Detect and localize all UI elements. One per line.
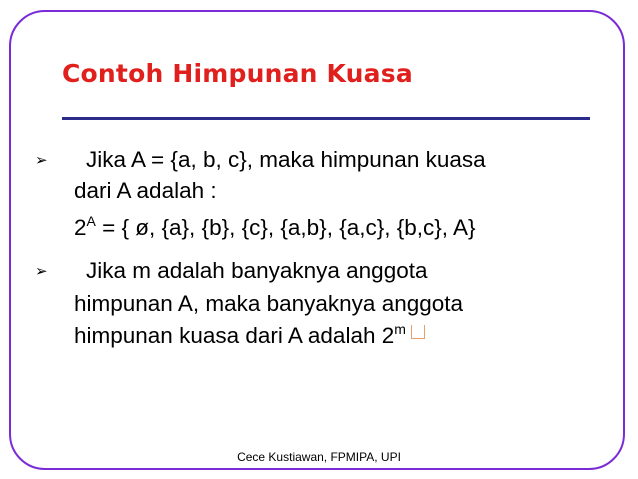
bullet-arrow-icon: ➢ <box>35 263 48 280</box>
bullet-2-line-3 <box>74 321 425 348</box>
power-set-exponent: A <box>86 213 96 229</box>
slide-footer: Cece Kustiawan, FPMIPA, UPI <box>237 450 401 464</box>
power-set-base: 2 <box>74 215 87 240</box>
bullet-arrow-icon: ➢ <box>35 152 48 169</box>
placeholder-mark-icon <box>411 325 425 339</box>
slide-title: Contoh Himpunan Kuasa <box>62 59 413 88</box>
bullet-1-line-2: dari A adalah : <box>74 178 217 203</box>
title-underline <box>62 117 590 120</box>
bullet-2-line-2: himpunan A, maka banyaknya anggota <box>74 291 464 316</box>
exponent-m: m <box>394 321 406 337</box>
bullet-2-line-1: Jika m adalah banyaknya anggota <box>86 258 428 283</box>
bullet-1-line-1: Jika A = {a, b, c}, maka himpunan kuasa <box>86 147 486 172</box>
power-set-line <box>74 213 476 240</box>
power-set-elements: = { ø, {a}, {b}, {c}, {a,b}, {a,c}, {b,c}, A} <box>95 215 476 240</box>
bullet-2-line-3-text: himpunan kuasa dari A adalah 2 <box>74 323 395 348</box>
